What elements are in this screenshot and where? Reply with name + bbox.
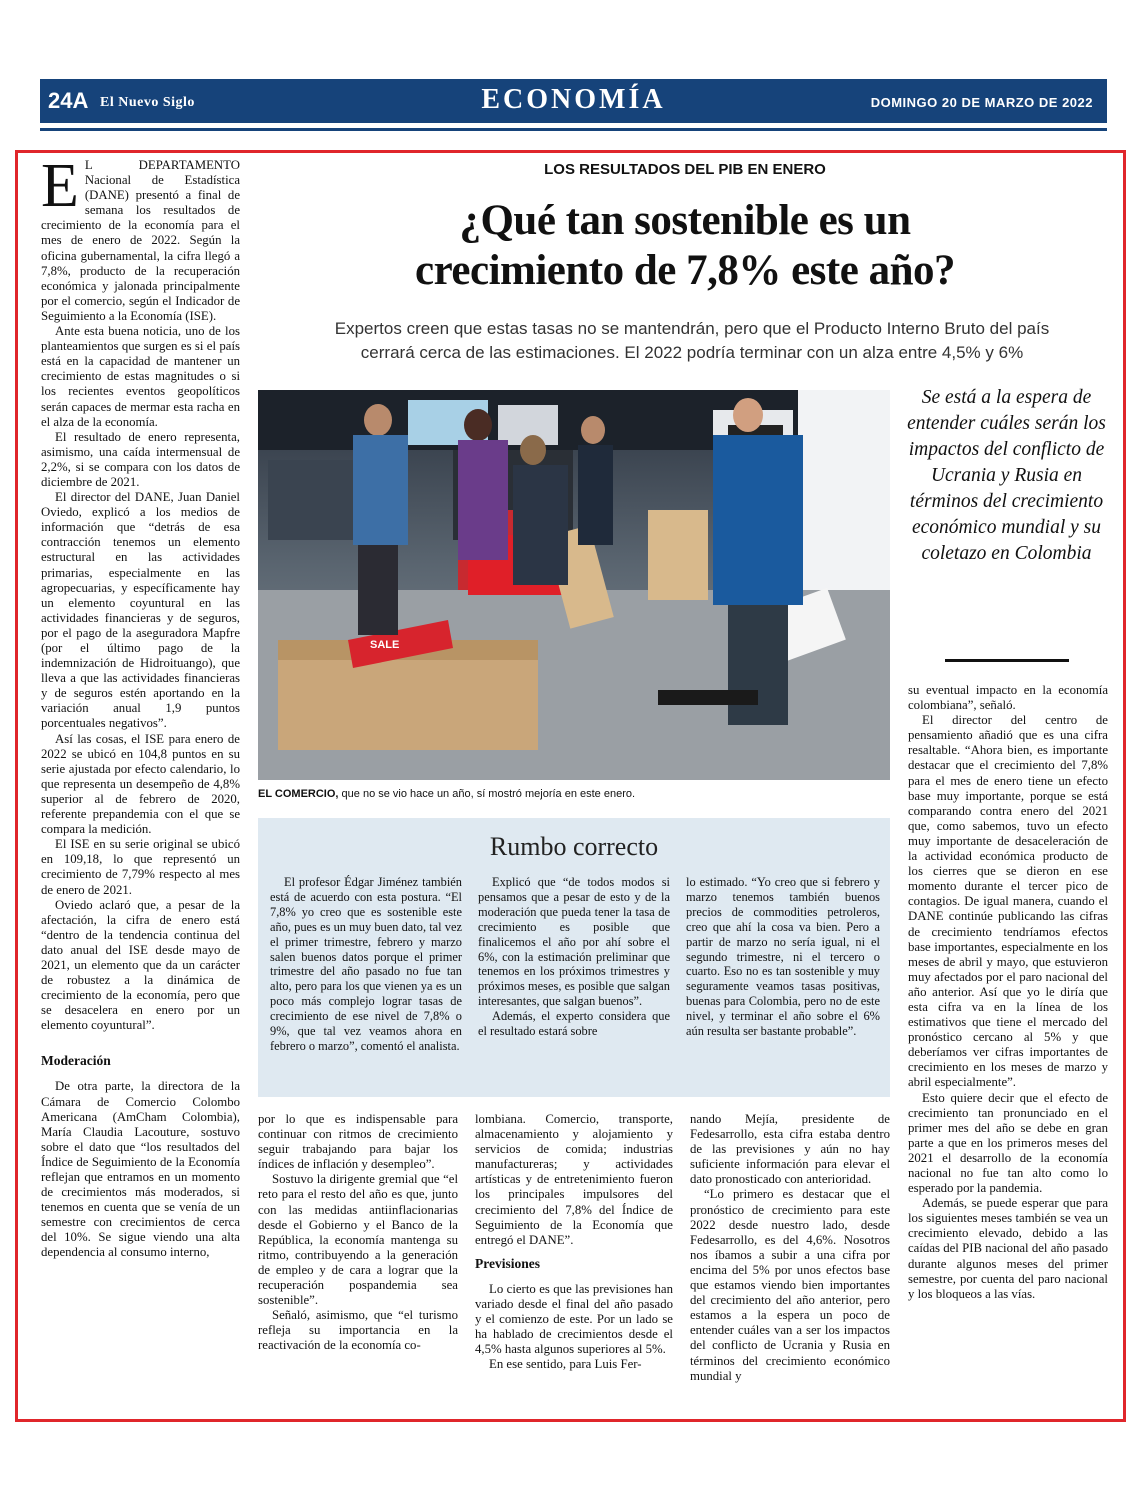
paragraph: “Lo primero es destacar que el pronóstico de crecimiento para este 2022 desde nuestro lado, desde Fedesarrollo, es del 4,6%. Nosotros nos íbamos a subir a una cifra por encima del 5% por unos efectos base que estamos viendo bien importantes del crecimiento del año anterior, pero estamos a la espera un poco de entender cuáles van a ser los impactos del conflicto de Ucrania y Rusia en términos del crecimiento económico mundial y	[690, 1187, 890, 1383]
article-deck	[262, 317, 1122, 365]
deck-line-2: cerrará cerca de las estimaciones. El 2022 podría terminar con un alza entre 4,5% y 6%	[360, 343, 1024, 362]
paragraph: Así las cosas, el ISE para enero de 2022 se ubicó en 104,8 puntos en su serie ajustada por efecto calendario, lo que representa un desempeño de 4,8% superior al de febrero de 2020, referente prepandemia con el que se compara la medición.	[41, 731, 240, 837]
paragraph: lo estimado. “Yo creo que si febrero y marzo tenemos también buenos precios de commodities petroleros, creo que ahí la cosa va bien. Pero a partir de marzo no sería igual, ni el segundo trimestre, ni el tercero o cuarto. Eso no es tan sostenible y muy seguramente veamos tasas positivas, buenas para Colombia, pero no de este nivel, y terminar el año sobre el 6% aún resulta ser bastante probable”.	[686, 875, 880, 1039]
sidebar-column-1	[270, 875, 462, 1054]
paragraph: En ese sentido, para Luis Fer-	[489, 1357, 642, 1372]
article-photo	[258, 390, 890, 780]
paragraph: nando Mejía, presidente de Fedesarrollo, esta cifra estaba dentro de las previsiones y aún no hay suficiente información para elevar el dato pronosticado con anterioridad.	[690, 1112, 890, 1187]
masthead	[40, 79, 1107, 123]
article-kicker: LOS RESULTADOS DEL PIB EN ENERO	[544, 161, 826, 178]
headline-line-1: ¿Qué tan sostenible es un	[459, 197, 911, 244]
paragraph: Ante esta buena noticia, uno de los planteamientos que surgen es si el país está en la capacidad de mantener un crecimiento de estas magnitudes o si los recientes eventos geopolíticos serán capaces de mermar esta racha en el alza de la economía.	[41, 324, 240, 429]
paragraph: Esto quiere decir que el efecto de crecimiento tan pronunciado en el primer mes del año se debe en gran parte a que en los primeros meses del 2021 el desarrollo de la economía nacional no fue tan alto como lo esperado por la pandemia.	[908, 1090, 1108, 1196]
paragraph: Lo cierto es que las previsiones han variado desde el final del año pasado y el comienzo de este. Por un lado se ha hablado de crecimientos desde el 4,5% hasta algunos superiores al 5%.	[475, 1281, 673, 1357]
subheading-moderacion: Moderación	[41, 1053, 111, 1069]
pull-quote: Se está a la espera de entender cuáles serán los impactos del conflicto de Ucrania y Rusia en términos del crecimiento económico mundial y su coletazo en Colombia	[907, 387, 1106, 564]
paragraph: por lo que es indispensable para continuar con ritmos de crecimiento seguir trabajando para bajar los índices de inflación y desempleo”.	[258, 1112, 458, 1172]
drop-cap: E	[41, 152, 79, 220]
sidebar-column-2	[478, 875, 670, 1039]
lead-paragraph: E L DEPARTAMENTO Nacional de Estadística (DANE) presentó a final de semana los resultados de crecimiento de la economía para el mes de enero de 2022. Según la oficina gubernamental, la cifra llegó a 7,8%, producto de la recuperación económica y jalonada principalmente por el comercio, según el Indicador de Seguimiento a la Economía (ISE).	[41, 152, 240, 323]
deck-line-1: Expertos creen que estas tasas no se mantendrán, pero que el Producto Interno Bruto del país	[334, 319, 1050, 338]
pull-quote-rule	[945, 659, 1069, 662]
sidebar-title: Rumbo correcto	[489, 832, 659, 861]
paragraph: Sostuvo la dirigente gremial que “el reto para el resto del año es que, junto con las medidas antiinflacionarias desde el Gobierno y el Banco de la República, la economía mantenga su ritmo, contribuyendo a la generación de empleo y de cara a lograr que la recuperación pospandemia sea sostenible”.	[258, 1172, 458, 1308]
page-number: 24A	[48, 88, 89, 113]
paragraph: El ISE en su serie original se ubicó en 109,18, lo que representó un crecimiento de 7,79% respecto al mes de enero de 2021.	[41, 837, 240, 897]
paragraph: Además, se puede esperar que para los siguientes meses también se vea un crecimiento elevado, debido a las caídas del PIB nacional del año pasado durante algunos meses del primer semestre, por cuenta del paro nacional y los bloqueos a las vías.	[908, 1196, 1108, 1301]
subheading-previsiones: Previsiones	[475, 1255, 540, 1271]
paragraph: Señaló, asimismo, que “el turismo refleja su importancia en la reactivación de la economía co-	[258, 1308, 458, 1353]
store-scene-illustration	[258, 390, 890, 780]
paragraph: El director del centro de pensamiento añadió que es una cifra resaltable. “Ahora bien, es importante destacar que el crecimiento del 7,8% para el mes de enero tiene un efecto base muy importante, porque se está comparando contra enero del 2021 que, como sabemos, tuvo un efecto muy importante de desaceleración de la actividad económica producto de los cierres que se dieron en ese momento durante el tercer pico de contagios. De igual manera, cuando el DANE continúe publicando las cifras de crecimiento tendríamos efectos base importantes, especialmente en los meses de abril y mayo, que estuvieron muy afectados por el paro nacional del año anterior. Así que yo le diría que esta cifra va en la línea de los estimativos que tiene el mercado del pronóstico cercano al 5% y que deberíamos ver cifras importantes de crecimiento en los meses de marzo y abril especialmente”.	[908, 713, 1108, 1090]
paragraph: Además, el experto considera que el resultado estará sobre	[478, 1009, 670, 1039]
article-column-1	[41, 152, 240, 1261]
paragraph: El resultado de enero representa, asimismo, una caída intermensual de 2,2%, si se compara con los datos de diciembre de 2021.	[41, 429, 240, 489]
paragraph: El director del DANE, Juan Daniel Oviedo, explicó a los medios de información que “detrás de esa contracción tenemos un elemento estructural en las actividades primarias, especialmente en las agropecuarias, y específicamente hay un elemento coyuntural en las actividades financieras y de seguros, por el pago de la aseguradora Mapfre (por el último pago de la indemnización de Hidroituango), que lleva a que las actividades financieras y de seguros estén aportando en la variación anual 1,9 puntos porcentuales negativos”.	[41, 490, 240, 731]
article-headline	[300, 196, 1070, 296]
photo-caption: EL COMERCIO, que no se vio hace un año, sí mostró mejoría en este enero.	[258, 788, 636, 800]
paragraph: El profesor Édgar Jiménez también está de acuerdo con esta postura. “El 7,8% yo creo que es sostenible este año, pues es un muy buen dato, tal vez el primer trimestre, febrero y marzo salen buenos datos porque el primer trimestre del año pasado no fue tan alto, pero para los que vienen ya es un poco más complejo lograr tasas de crecimiento de ese nivel de 7,8% o 9%, que tal vez veamos ahora en febrero o marzo”, comentó el analista.	[270, 875, 462, 1053]
paragraph: lombiana. Comercio, transporte, almacenamiento y alojamiento y servicios de comida; industrias manufactureras; y actividades artísticas y de entretenimiento fueron los principales impulsores del crecimiento del 7,8% del Índice de Seguimiento de la Economía que entregó el DANE”.	[475, 1112, 673, 1247]
paragraph: Oviedo aclaró que, a pesar de la afectación, la cifra de enero está “dentro de la tendencia continua del dato anual del ISE desde mayo de 2021, un elemento que da un carácter de robustez a la dinámica de crecimiento de la economía, pero que se desacelera en enero por un elemento coyuntural”.	[41, 897, 240, 1033]
header-rule	[40, 128, 1107, 131]
headline-line-2: crecimiento de 7,8% este año?	[415, 247, 955, 294]
issue-date: DOMINGO 20 DE MARZO DE 2022	[870, 95, 1093, 110]
paragraph: Explicó que “de todos modos si pensamos que a pesar de esto y de la moderación que pueda tener la tasa de crecimiento es posible que finalicemos el año por ahí sobre el 6%, con la estimación preliminar que tenemos en los próximos trimestres y próximos meses, es posible que salgan interesantes, que salgan buenos”.	[478, 875, 670, 1009]
paragraph: De otra parte, la directora de la Cámara de Comercio Colombo Americana (AmCham Colombia), María Claudia Lacouture, sostuvo sobre el dato que “los resultados del Índice de Seguimiento de la Economía reflejan que entramos en un momento de crecimientos más moderados, si tenemos en cuenta que se venía de un semestre con crecimientos de cerca del 10%. Se sigue viendo una alta dependencia al consumo interno,	[41, 1079, 240, 1260]
paragraph: su eventual impacto en la economía colombiana”, señaló.	[908, 683, 1108, 713]
article-column-3	[475, 1112, 673, 1372]
sidebar-column-3	[686, 875, 880, 1039]
newspaper-name: El Nuevo Siglo	[100, 95, 195, 110]
article-column-5	[908, 683, 1108, 1302]
article-column-4	[690, 1112, 890, 1384]
article-column-2	[258, 1112, 458, 1354]
box-sale-label: SALE	[370, 639, 400, 651]
section-title: ECONOMÍA	[481, 84, 666, 115]
